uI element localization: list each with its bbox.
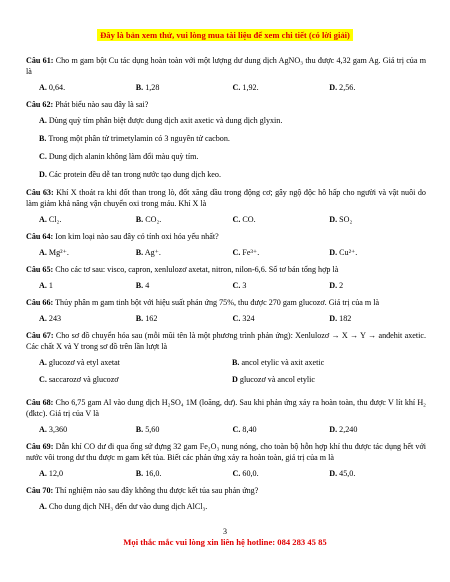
option-c: C. 324 xyxy=(232,314,255,323)
options-64 xyxy=(26,247,426,258)
option-a: A. Mg²⁺. xyxy=(39,248,69,257)
option-a: A. Dùng quỳ tím phân biệt được dung dịch axit axetic và dung dịch glyxin. xyxy=(39,116,283,125)
option-c: C. 1,92. xyxy=(232,83,259,92)
question-62: Câu 62: Phát biểu nào sau đây là sai? xyxy=(26,100,149,109)
options-62 xyxy=(26,115,426,180)
option-a: A. 1 xyxy=(39,281,53,290)
option-b: B. 4 xyxy=(135,281,150,290)
question-67: Câu 67: Cho sơ đồ chuyển hóa sau (mỗi mũi tên là một phương trình phản ứng): Xenlulozơ → X → Y → anđehit axetic. Các chất X và Y trong sơ đồ trên lần lượt là xyxy=(26,331,426,351)
options-66 xyxy=(26,313,426,324)
options-67 xyxy=(26,357,426,391)
option-a: A. 0,64. xyxy=(39,83,66,92)
option-b: B. ancol etylic và axit axetic xyxy=(232,358,325,367)
option-d: D. Cu²⁺. xyxy=(329,248,358,257)
option-d: D. 2,56. xyxy=(329,83,356,92)
option-a: A. glucozơ và etyl axetat xyxy=(39,358,120,367)
question-64: Câu 64: Ion kim loại nào sau đây có tính oxi hóa yếu nhất? xyxy=(26,232,219,241)
options-65 xyxy=(26,280,426,291)
question-69: Câu 69: Dẫn khí CO dư đi qua ống sứ đựng 32 gam Fe₂O₃ nung nóng, cho toàn bộ hỗn hợp khí thu được tác dụng hết với nước vôi trong dư thu được m gam kết tủa. Biết các phản ứng xảy ra hoàn toàn, giá trị của m là xyxy=(26,442,426,462)
question-65: Câu 65: Cho các tơ sau: visco, capron, xenlulozơ axetat, nitron, nilon-6,6. Số tơ bán tổng hợp là xyxy=(26,265,339,274)
options-69 xyxy=(26,468,426,479)
option-d: D. 2 xyxy=(329,281,344,290)
option-c: C. Fe³⁺. xyxy=(232,248,260,257)
option-c: C. CO. xyxy=(232,215,256,224)
option-d: D glucozơ và ancol etylic xyxy=(232,375,315,384)
question-68: Câu 68: Cho 6,75 gam Al vào dung dịch H₂SO₄ 1M (loãng, dư). Sau khi phản ứng xảy ra hoàn toàn, thu được V lít khí H₂ (đktc). Giá trị của V là xyxy=(26,398,426,418)
options-68 xyxy=(26,424,426,435)
option-b: B. CO₂. xyxy=(135,215,162,224)
options-70 xyxy=(26,501,426,512)
option-b: B. 5,60 xyxy=(135,425,160,434)
option-a: A. Cho dung dịch NH₃ đến dư vào dung dịch AlCl₃. xyxy=(39,502,208,511)
option-a: A. Cl₂. xyxy=(39,215,62,224)
option-d: D. Các protein đều dễ tan trong nước tạo dung dịch keo. xyxy=(39,170,221,179)
option-d: D. 2,240 xyxy=(329,425,358,434)
option-c: C. saccarozơ và glucozơ xyxy=(39,375,119,384)
option-c: C. 60,0. xyxy=(232,469,259,478)
option-d: D. 45,0. xyxy=(329,469,356,478)
options-63 xyxy=(26,214,426,225)
option-a: A. 12,0 xyxy=(39,469,64,478)
option-a: A. 243 xyxy=(39,314,62,323)
option-a: A. 3,360 xyxy=(39,425,68,434)
options-61 xyxy=(26,82,426,93)
option-b: B. 162 xyxy=(135,314,158,323)
option-b: B. 16,0. xyxy=(135,469,162,478)
option-d: D. 182 xyxy=(329,314,352,323)
hotline-footer: Mọi thắc mắc vui lòng xin liên hệ hotline: 084 283 45 85 xyxy=(123,537,327,547)
question-list xyxy=(26,55,426,519)
question-61: Câu 61: Cho m gam bột Cu tác dụng hoàn toàn với một lượng dư dung dịch AgNO₃ thu được 4,32 gam Ag. Giá trị của m là xyxy=(26,56,426,76)
question-66: Câu 66: Thủy phân m gam tinh bột với hiệu suất phản ứng 75%, thu được 270 gam glucozơ. Giá trị của m là xyxy=(26,298,380,307)
option-b: B. Ag⁺. xyxy=(135,248,161,257)
option-d: D. SO₂ xyxy=(329,215,353,224)
option-b: B. 1,28 xyxy=(135,83,160,92)
option-c: C. Dung dịch alanin không làm đổi màu quỳ tím. xyxy=(39,152,199,161)
question-70: Câu 70: Thí nghiệm nào sau đây không thu được kết tủa sau phản ứng? xyxy=(26,486,259,495)
page-number: 3 xyxy=(223,527,227,536)
preview-banner: Đây là bản xem thử, vui lòng mua tài liệu để xem chi tiết (có lời giải) xyxy=(0,25,450,43)
option-b: B. Trong một phân tử trimetylamin có 3 nguyên tử cacbon. xyxy=(39,134,230,143)
option-c: C. 8,40 xyxy=(232,425,257,434)
question-63: Câu 63: Khí X thoát ra khi đốt than trong lò, đốt xăng dầu trong động cơ; gây ngộ độc hô hấp cho người và vật nuôi do làm giảm khả năng vận chuyển oxi trong máu. Khí X là xyxy=(26,188,426,208)
option-c: C. 3 xyxy=(232,281,247,290)
